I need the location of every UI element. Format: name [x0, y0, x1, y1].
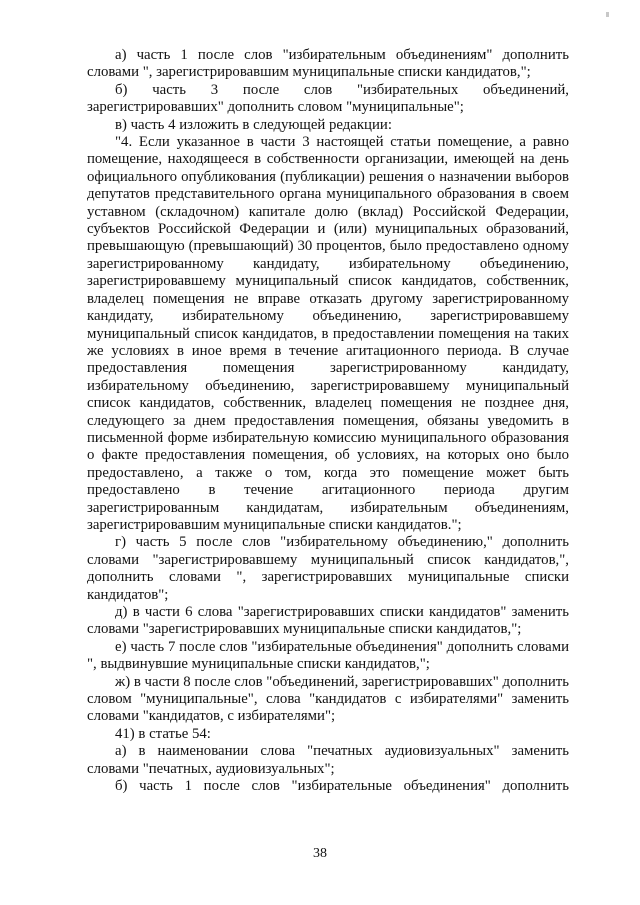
paragraph-41-a: а) в наименовании слова "печатных аудиовизуальных" заменить словами "печатных, аудиовизуальных"; [87, 743, 569, 777]
paragraph-41: 41) в статье 54: [115, 725, 211, 742]
paragraph-part-4: "4. Если указанное в части 3 настоящей статьи помещение, а равно помещение, находящееся в собственности организации, имеющей на день официального опубликования (публикации) решения о назначении выборов депутатов представительного органа муниципального образования в своем уставном (складочном) капитале долю (вклад) Российской Федерации, субъектов Российской Федерации и (или) муниципальных образований, превышающую (превышающий) 30 процентов, было предоставлено одному зарегистрированному кандидату, избирательному объединению, зарегистрировавшему муниципальный список кандидатов, собственник, владелец помещения не вправе отказать другому зарегистрированному кандидату, избирательному объединению, зарегистрировавшему муниципальный список кандидатов, в предоставлении помещения на таких же условиях в иное время в течение агитационного периода. В случае предоставления помещения зарегистрированному кандидату, избирательному объединению, зарегистрировавшему муниципальный список кандидатов, собственник, владелец помещения не позднее дня, следующего за днем предоставления помещения, обязаны уведомить в письменной форме избирательную комиссию муниципального образования о факте предоставления помещения, об условиях, на которых оно было предоставлено, а также о том, когда это помещение может быть предоставлено в течение агитационного периода другим зарегистрированным кандидатам, избирательным объединениям, зарегистрировавшим муниципальные списки кандидатов."; [87, 134, 569, 533]
paragraph-e: е) часть 7 после слов "избирательные объединения" дополнить словами ", выдвинувшие муниципальные списки кандидатов,"; [87, 638, 569, 673]
page-number: 38 [313, 846, 327, 861]
paragraph-d: д) в части 6 слова "зарегистрировавших списки кандидатов" заменить словами "зарегистрировавших муниципальные списки кандидатов,"; [87, 604, 569, 638]
paragraph-41-b: б) часть 1 после слов "избирательные объединения" дополнить [115, 778, 569, 795]
document-body [87, 47, 569, 795]
paragraph-b: б) часть 3 после слов "избирательных объединений, зарегистрировавших" дополнить словом "муниципальные"; [87, 81, 569, 116]
paragraph-g: г) часть 5 после слов "избирательному объединению," дополнить словами "зарегистрировавшему муниципальный список кандидатов,", дополнить словами ", зарегистрировавших муниципальные списки кандидатов"; [87, 534, 569, 603]
scan-mark [606, 12, 609, 17]
paragraph-zh: ж) в части 8 после слов "объединений, зарегистрировавших" дополнить словом "муниципальные", слова "кандидатов с избирателями" заменить словами "кандидатов, с избирателями"; [87, 673, 569, 725]
paragraph-v: в) часть 4 изложить в следующей редакции: [115, 116, 392, 133]
paragraph-a: а) часть 1 после слов "избирательным объединениям" дополнить словами ", зарегистрировавшим муниципальные списки кандидатов,"; [87, 47, 569, 81]
